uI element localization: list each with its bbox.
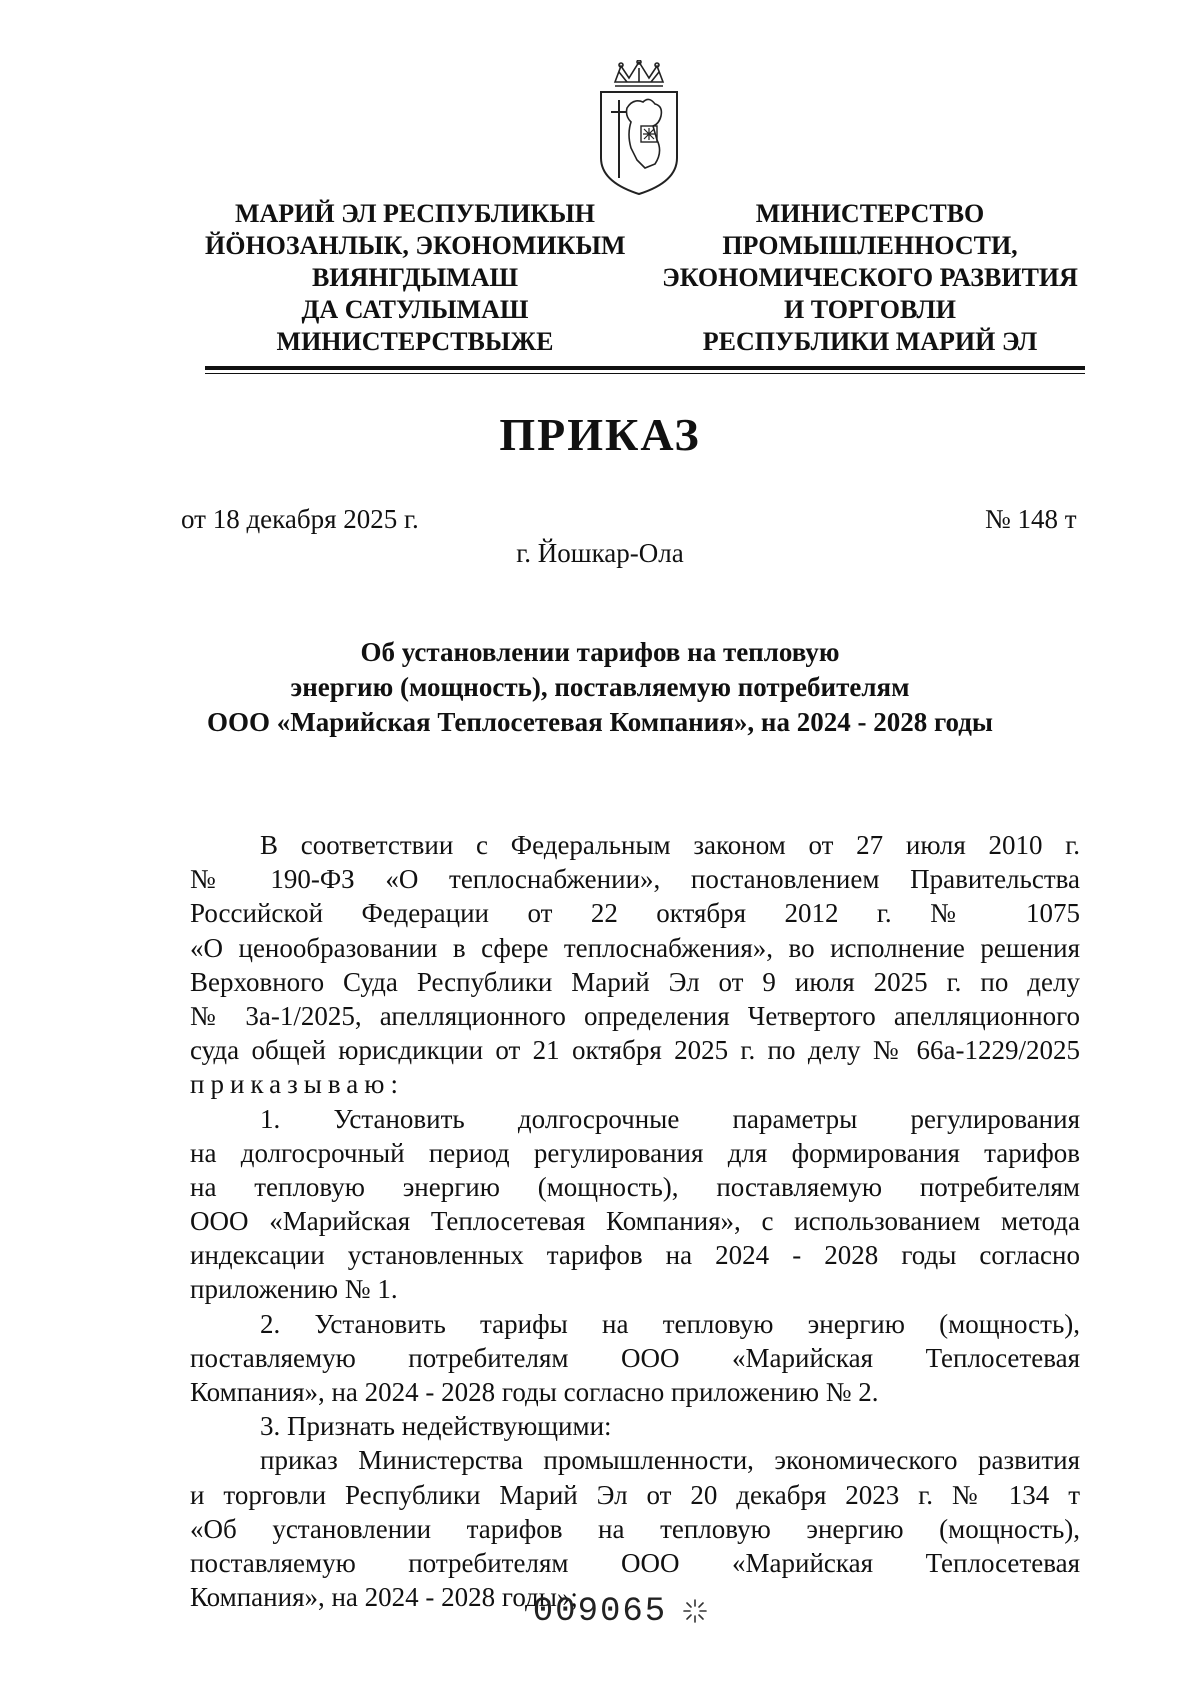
order-number: № 148 т — [985, 504, 1077, 534]
serial-number: 009065 — [532, 1593, 668, 1631]
body-line-decree: приказываю: — [190, 1069, 404, 1100]
subject-line: энергию (мощность), поставляемую потребителям — [290, 672, 910, 702]
body-line: № 3а-1/2025, апелляционного определения Четвертого апелляционного — [190, 1000, 1080, 1031]
order-date: от 18 декабря 2025 г. — [181, 504, 419, 534]
body-line: ООО «Марийская Теплосетевая Компания», с использованием метода — [190, 1206, 1080, 1237]
order-subject — [160, 635, 1040, 740]
body-line: «Об установлении тарифов на тепловую энергию (мощность), — [190, 1513, 1080, 1544]
header-right-line: ПРОМЫШЛЕННОСТИ, — [722, 231, 1018, 260]
body-line: поставляемую потребителям ООО «Марийская Теплосетевая — [190, 1342, 1080, 1373]
body-line: № 190-ФЗ «О теплоснабжении», постановлением Правительства — [190, 864, 1080, 895]
coat-of-arms-icon — [597, 60, 681, 198]
body-line: приказ Министерства промышленности, экономического развития — [260, 1445, 1080, 1476]
subject-line: ООО «Марийская Теплосетевая Компания», на 2024 - 2028 годы — [207, 707, 993, 737]
header-left-line: МАРИЙ ЭЛ РЕСПУБЛИКЫН — [234, 199, 596, 228]
order-city: г. Йошкар-Ола — [516, 538, 684, 568]
body-line: Компания», на 2024 - 2028 годы»; — [190, 1582, 578, 1613]
subject-line: Об установлении тарифов на тепловую — [360, 637, 840, 667]
header-divider-thick — [205, 366, 1085, 370]
body-line: В соответствии с Федеральным законом от 27 июля 2010 г. — [260, 830, 1080, 860]
header-right-line: МИНИСТЕРСТВО — [755, 199, 985, 228]
body-line: суда общей юрисдикции от 21 октября 2025 г. по делу № 66а-1229/2025 — [190, 1035, 1080, 1066]
body-line: «О ценообразовании в сфере теплоснабжения», во исполнение решения — [190, 932, 1080, 963]
body-line: приложению № 1. — [190, 1274, 398, 1305]
header-left-line: ЙӦНОЗАНЛЫК, ЭКОНОМИКЫМ — [205, 231, 626, 260]
header-right-line: РЕСПУБЛИКИ МАРИЙ ЭЛ — [702, 327, 1038, 356]
header-right-line: ЭКОНОМИЧЕСКОГО РАЗВИТИЯ — [662, 263, 1078, 292]
asterisk-stamp-icon — [680, 1596, 710, 1626]
body-line: на тепловую энергию (мощность), поставляемую потребителям — [190, 1171, 1080, 1202]
body-line: поставляемую потребителям ООО «Марийская Теплосетевая — [190, 1547, 1080, 1578]
order-body — [190, 828, 1080, 1614]
header-left-block — [205, 198, 625, 358]
header-divider-thin — [205, 373, 1085, 374]
body-line: 2. Установить тарифы на тепловую энергию (мощность), — [260, 1308, 1080, 1339]
header-left-line: ВИЯНГДЫМАШ — [311, 263, 519, 292]
body-line: Российской Федерации от 22 октября 2012 г. № 1075 — [190, 898, 1080, 929]
body-line: и торговли Республики Марий Эл от 20 декабря 2023 г. № 134 т — [190, 1479, 1080, 1510]
body-line: Верховного Суда Республики Марий Эл от 9 июля 2025 г. по делу — [190, 966, 1080, 997]
body-line: индексации установленных тарифов на 2024 - 2028 годы согласно — [190, 1240, 1080, 1271]
header-right-block — [655, 198, 1085, 358]
order-title: ПРИКАЗ — [499, 409, 701, 460]
body-line: на долгосрочный период регулирования для формирования тарифов — [190, 1137, 1080, 1168]
body-line: 1. Установить долгосрочные параметры регулирования — [260, 1103, 1080, 1134]
header-left-line: МИНИСТЕРСТВЫЖЕ — [276, 327, 554, 356]
body-line: Компания», на 2024 - 2028 годы согласно приложению № 2. — [190, 1377, 879, 1407]
body-line: 3. Признать недействующими: — [260, 1411, 612, 1442]
header-left-line: ДА САТУЛЫМАШ — [301, 295, 529, 324]
header-right-line: И ТОРГОВЛИ — [784, 295, 956, 324]
